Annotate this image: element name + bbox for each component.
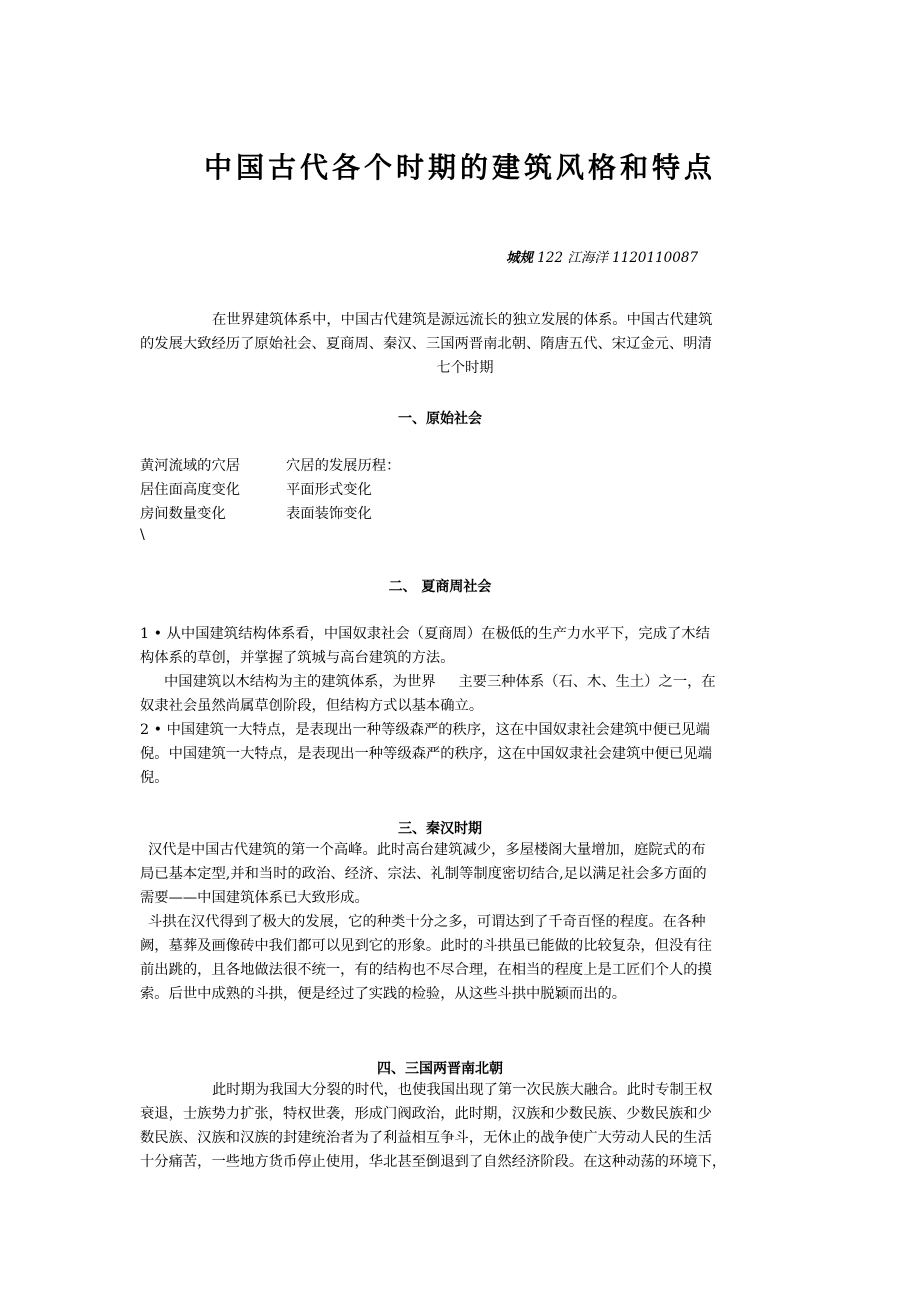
section-3-heading: 三、秦汉时期 bbox=[398, 821, 482, 837]
s2-p2-line-1: 中国建筑以木结构为主的建筑体系，为世界 主要三种体系（石、木、生土）之一，在 bbox=[164, 674, 716, 690]
s3-p1-line-2: 局已基本定型,并和当时的政治、经济、宗法、礼制等制度密切结合,足以满足社会多方面的 bbox=[140, 866, 707, 882]
section-1-row-3 bbox=[140, 503, 506, 523]
document-title: 中国古代各个时期的建筑风格和特点 bbox=[203, 151, 716, 184]
row-3-right: 表面装饰变化 bbox=[286, 506, 372, 522]
author-line bbox=[506, 246, 698, 266]
intro-line-2: 的发展大致经历了原始社会、夏商周、秦汉、三国两晋南北朝、隋唐五代、宋辽金元、明清 bbox=[140, 336, 712, 352]
s4-p1-line-4: 十分痛苦，一些地方货币停止使用，华北甚至倒退到了自然经济阶段。在这种动荡的环境下， bbox=[140, 1154, 727, 1170]
row-1-right: 穴居的发展历程： bbox=[286, 458, 401, 474]
s2-p3-line-2: 倪。中国建筑一大特点，是表现出一种等级森严的秩序，这在中国奴隶社会建筑中便已见端 bbox=[140, 746, 712, 762]
row-2-right: 平面形式变化 bbox=[286, 482, 372, 498]
s2-p3-line-1: 2 • 中国建筑一大特点，是表现出一种等级森严的秩序，这在中国奴隶社会建筑中便已见端 bbox=[140, 722, 710, 738]
s3-p2-line-1: 斗拱在汉代得到了极大的发展，它的种类十分之多，可谓达到了千奇百怪的程度。在各种 bbox=[148, 914, 706, 930]
s2-p1-line-2: 构体系的草创，并掌握了筑城与高台建筑的方法。 bbox=[140, 650, 455, 666]
section-4-body bbox=[140, 1078, 790, 1174]
row-2-left: 居住面高度变化 bbox=[140, 482, 241, 498]
s4-p1-line-2: 衰退，士族势力扩张，特权世袭，形成门阀政治，此时期，汉族和少数民族、少数民族和少 bbox=[140, 1106, 712, 1122]
section-1-row-2 bbox=[140, 479, 506, 499]
intro-line-3: 七个时期 bbox=[436, 360, 494, 376]
intro-paragraph bbox=[140, 308, 790, 380]
section-2-body bbox=[140, 622, 790, 790]
section-1-heading: 一、原始社会 bbox=[398, 411, 482, 427]
s3-p2-line-3: 前出跳的，且各地做法很不统一，有的结构也不尽合理，在相当的程度上是工匠们个人的摸 bbox=[140, 962, 712, 978]
row-1-left: 黄河流域的穴居 bbox=[140, 458, 241, 474]
s3-p2-line-4: 索。后世中成熟的斗拱，便是经过了实践的检验，从这些斗拱中脱颖而出的。 bbox=[140, 986, 627, 1002]
section-2-heading: 二、 夏商周社会 bbox=[388, 579, 492, 595]
s2-p3-line-3: 倪。 bbox=[140, 770, 169, 786]
author-info: 122 江海洋 1120110087 bbox=[533, 250, 699, 266]
intro-line-1: 在世界建筑体系中，中国古代建筑是源远流长的独立发展的体系。中国古代建筑 bbox=[212, 312, 713, 328]
s2-p1-line-1: 1 • 从中国建筑结构体系看，中国奴隶社会（夏商周）在极低的生产力水平下，完成了木结 bbox=[140, 626, 710, 642]
s4-p1-line-3: 数民族、汉族和汉族的封建统治者为了利益相互争斗，无休止的战争使广大劳动人民的生活 bbox=[140, 1130, 712, 1146]
s4-p1-line-1: 此时期为我国大分裂的时代，也使我国出现了第一次民族大融合。此时专制王权 bbox=[212, 1082, 713, 1098]
section-1-row-1 bbox=[140, 455, 506, 475]
row-3-left: 房间数量变化 bbox=[140, 506, 226, 522]
s3-p1-line-3: 需要——中国建筑体系已大致形成。 bbox=[140, 890, 369, 906]
s2-p2-line-2: 奴隶社会虽然尚属草创阶段，但结构方式以基本确立。 bbox=[140, 698, 484, 714]
section-4-heading: 四、三国两晋南北朝 bbox=[377, 1061, 503, 1077]
s3-p1-line-1: 汉代是中国古代建筑的第一个高峰。此时高台建筑减少，多屋楼阁大量增加，庭院式的布 bbox=[148, 842, 706, 858]
section-3-body bbox=[140, 838, 790, 1006]
author-label: 城规 bbox=[506, 250, 533, 266]
s3-p2-line-2: 阙，墓葬及画像砖中我们都可以见到它的形象。此时的斗拱虽已能做的比较复杂，但没有往 bbox=[140, 938, 712, 954]
stray-backslash: \ bbox=[140, 527, 145, 543]
